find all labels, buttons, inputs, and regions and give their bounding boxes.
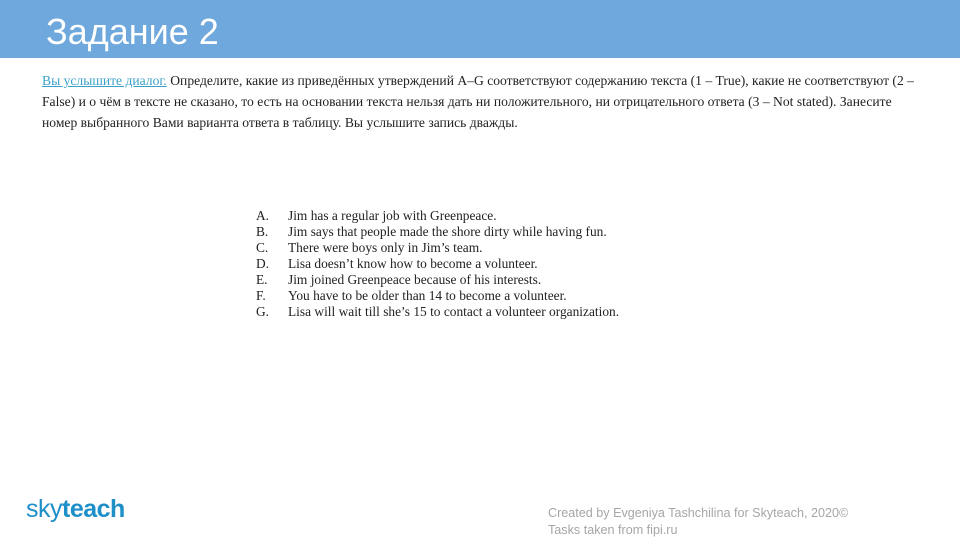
statement-text: You have to be older than 14 to become a volunteer. [288,288,567,303]
statement-item [256,208,619,224]
statement-item [256,272,619,288]
task-instructions [42,70,922,133]
statement-item [256,288,619,304]
statement-item [256,256,619,272]
slide-title: Задание 2 [46,11,219,52]
logo-part-sky: sky [26,495,62,523]
statement-item [256,304,619,320]
statement-text: There were boys only in Jim’s team. [288,240,483,255]
credits [548,505,848,539]
statement-letter: F. [256,288,266,303]
statement-letter: E. [256,272,268,287]
statement-text: Jim says that people made the shore dirty while having fun. [288,224,607,239]
credits-source: Tasks taken from fipi.ru [548,523,678,537]
statement-item [256,240,619,256]
statement-letter: D. [256,256,270,271]
logo-part-teach: teach [62,495,125,523]
statement-text: Jim joined Greenpeace because of his interests. [288,272,542,287]
statement-text: Lisa doesn’t know how to become a volunteer. [288,256,538,271]
statement-letter: B. [256,224,269,239]
statement-item [256,224,619,240]
audio-link[interactable]: Вы услышите диалог. [42,73,167,88]
instructions-text: Определите, какие из приведённых утверждений A–G соответствуют содержанию текста (1 – True), какие не соответствуют (2 – False) и о чём в тексте не сказано, то есть на основании текста нельзя дать ни положительного, ни отрицательного ответа (3 – Not stated). Занесите номер выбранного Вами варианта ответа в таблицу. Вы услышите запись дважды. [42,73,914,130]
statement-letter: C. [256,240,269,255]
statements-list [256,208,619,320]
credits-author: Created by Evgeniya Tashchilina for Skyteach, 2020© [548,506,849,520]
statement-text: Lisa will wait till she’s 15 to contact a volunteer organization. [288,304,620,319]
skyteach-logo [26,495,125,524]
statement-letter: A. [256,208,270,223]
statement-text: Jim has a regular job with Greenpeace. [288,208,497,223]
statement-letter: G. [256,304,270,319]
